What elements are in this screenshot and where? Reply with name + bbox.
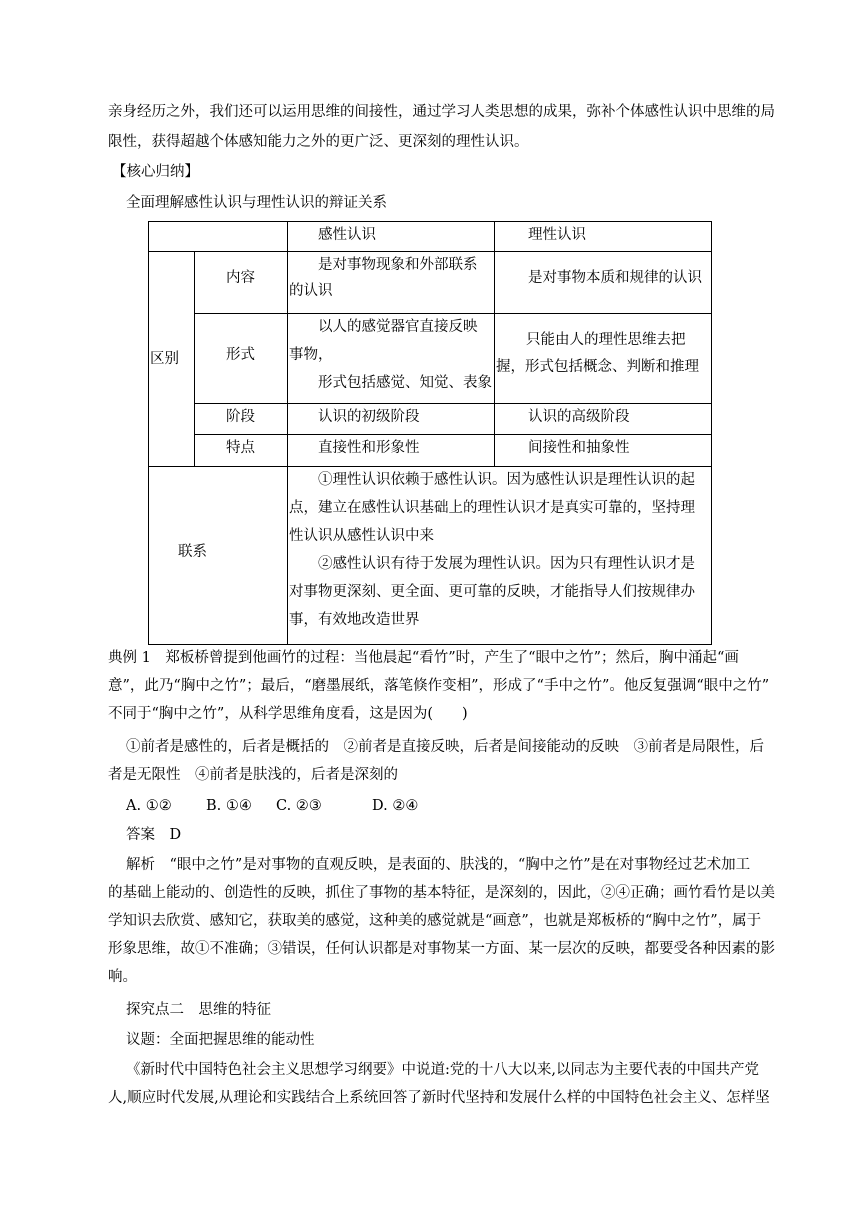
- comparison-table: [148, 221, 712, 645]
- col-header-rational: 理性认识: [528, 227, 586, 243]
- cell-form-rational-2: 握，形式包括概念、判断和推理: [496, 359, 699, 375]
- option-b: B. ①④: [206, 798, 252, 814]
- table-title: 全面理解感性认识与理性认识的辩证关系: [126, 195, 387, 211]
- cell-feature-sensory: 直接性和形象性: [318, 440, 420, 456]
- cell-stage-sensory: 认识的初级阶段: [318, 409, 420, 425]
- cell-form-sensory-1: 以人的感觉器官直接反映: [318, 319, 478, 335]
- group-label-difference: 区别: [150, 351, 179, 367]
- cell-form-sensory-3: 形式包括感觉、知觉、表象: [318, 375, 492, 391]
- link-line-1: ①理性认识依赖于感性认识。因为感性认识是理性认识的起: [318, 472, 695, 488]
- analysis-line-4: 形象思维，故①不准确；③错误，任何认识都是对事物某一方面、某一层次的反映，都要受各种因素的影: [108, 941, 775, 957]
- cell-stage-rational: 认识的高级阶段: [528, 409, 630, 425]
- option-d: D. ②④: [372, 798, 419, 814]
- row-label-feature: 特点: [226, 440, 255, 456]
- cell-form-rational-1: 只能由人的理性思维去把: [526, 332, 686, 348]
- cell-content-rational: 是对事物本质和规律的认识: [528, 270, 702, 286]
- example-line-2: 意”，此乃“胸中之竹”；最后，“磨墨展纸，落笔倏作变相”，形成了“手中之竹”。他反复强调“眼中之竹”: [108, 678, 770, 694]
- explore-para-line-1: 《新时代中国特色社会主义思想学习纲要》中说道:党的十八大以来,以同志为主要代表的中国共产党: [126, 1062, 759, 1078]
- analysis-line-5: 响。: [108, 969, 137, 985]
- link-line-6: 事，有效地改造世界: [289, 612, 420, 628]
- option-a: A. ①②: [126, 798, 172, 814]
- row-label-content: 内容: [226, 270, 255, 286]
- link-line-4: ②感性认识有待于发展为理性认识。因为只有理性认识才是: [318, 556, 695, 572]
- link-line-5: 对事物更深刻、更全面、更可靠的反映，才能指导人们按规律办: [289, 584, 695, 600]
- answer: 答案 D: [126, 827, 182, 843]
- intro-line-2: 限性，获得超越个体感知能力之外的更广泛、更深刻的理性认识。: [108, 134, 529, 150]
- intro-line-1: 亲身经历之外，我们还可以运用思维的间接性，通过学习人类思想的成果，弥补个体感性认识中思维的局: [108, 104, 775, 120]
- cell-form-sensory-2: 事物，: [289, 347, 333, 363]
- analysis-line-2: 的基础上能动的、创造性的反映，抓住了事物的基本特征，是深刻的，因此，②④正确；画竹看竹是以美: [108, 885, 775, 901]
- link-line-2: 点，建立在感性认识基础上的理性认识才是真实可靠的，坚持理: [289, 500, 695, 516]
- example-line-3: 不同于“胸中之竹”，从科学思维角度看，这是因为( ): [108, 706, 468, 722]
- link-line-3: 性认识从感性认识中来: [289, 528, 434, 544]
- example-line-1: 典例 1 郑板桥曾提到他画竹的过程：当他晨起“看竹”时，产生了“眼中之竹”；然后，胸中涌起“画: [108, 650, 739, 666]
- section-header: 【核心归纳】: [112, 164, 199, 180]
- option-c: C. ②③: [276, 798, 322, 814]
- analysis-line-3: 学知识去欣赏、感知它，获取美的感觉，这种美的感觉就是“画意”，也就是郑板桥的“胸中之竹”，属于: [108, 913, 762, 929]
- cell-feature-rational: 间接性和抽象性: [528, 440, 630, 456]
- explore-heading: 探究点二 思维的特征: [126, 1002, 271, 1018]
- col-header-sensory: 感性认识: [318, 227, 376, 243]
- explore-topic: 议题：全面把握思维的能动性: [126, 1032, 315, 1048]
- cell-content-sensory-1: 是对事物现象和外部联系: [318, 257, 478, 273]
- explore-para-line-2: 人,顺应时代发展,从理论和实践结合上系统回答了新时代坚持和发展什么样的中国特色社会主义、怎样坚: [108, 1090, 770, 1106]
- analysis-line-1: 解析 “眼中之竹”是对事物的直观反映，是表面的、肤浅的，“胸中之竹”是在对事物经过艺术加工: [126, 857, 751, 873]
- statement-line-1: ①前者是感性的，后者是概括的 ②前者是直接反映，后者是间接能动的反映 ③前者是局限性，后: [126, 739, 764, 755]
- cell-content-sensory-2: 的认识: [289, 283, 333, 299]
- link-label: 联系: [178, 544, 207, 560]
- row-label-form: 形式: [226, 347, 255, 363]
- statement-line-2: 者是无限性 ④前者是肤浅的，后者是深刻的: [108, 767, 398, 783]
- row-label-stage: 阶段: [226, 409, 255, 425]
